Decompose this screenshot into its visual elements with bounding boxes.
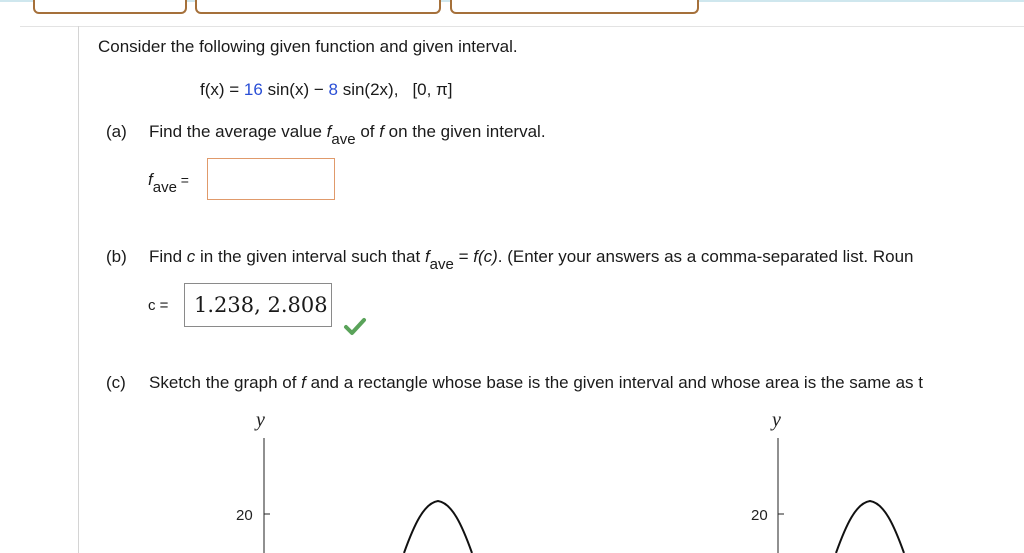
- c-label: c =: [148, 297, 169, 314]
- term-1: sin(x) −: [262, 80, 329, 99]
- content-left-rule: [78, 26, 79, 553]
- interval: [0, π]: [412, 80, 453, 99]
- part-b-label: (b): [106, 247, 127, 266]
- coefficient-2: 8: [328, 80, 338, 99]
- nav-tab-2[interactable]: [195, 0, 441, 14]
- function-lhs: f(x) =: [200, 80, 244, 99]
- part-b-question: Find c in the given interval such that fave = f(c). (Enter your answers as a comma-separated list. Roun: [149, 247, 914, 273]
- fave-label: fave =: [148, 170, 189, 196]
- check-icon: [343, 316, 367, 336]
- nav-tab-1[interactable]: [33, 0, 187, 14]
- graph-2-curve: [836, 501, 904, 553]
- graph-1[interactable]: [200, 400, 520, 553]
- graph-1-y-axis-label: y: [256, 409, 265, 431]
- problem-intro: Consider the following given function and given interval.: [98, 37, 518, 56]
- term-2: sin(2x),: [337, 80, 399, 99]
- graph-1-tick-label: 20: [236, 507, 253, 524]
- header-divider: [20, 26, 1024, 27]
- fave-answer-input[interactable]: [207, 158, 335, 200]
- graph-1-curve: [404, 501, 472, 553]
- coefficient-1: 16: [243, 80, 263, 99]
- part-a-label: (a): [106, 122, 127, 141]
- graph-2-tick-label: 20: [751, 507, 768, 524]
- c-answer-input[interactable]: 1.238, 2.808: [184, 283, 332, 327]
- part-c-label: (c): [106, 373, 126, 392]
- graph-2[interactable]: [712, 400, 1024, 553]
- nav-tab-3[interactable]: [450, 0, 699, 14]
- part-c-question: Sketch the graph of f and a rectangle whose base is the given interval and whose area is the same as t: [149, 373, 923, 392]
- graph-2-y-axis-label: y: [772, 409, 781, 431]
- part-a-question: Find the average value fave of f on the given interval.: [149, 122, 546, 148]
- function-definition: [200, 80, 453, 100]
